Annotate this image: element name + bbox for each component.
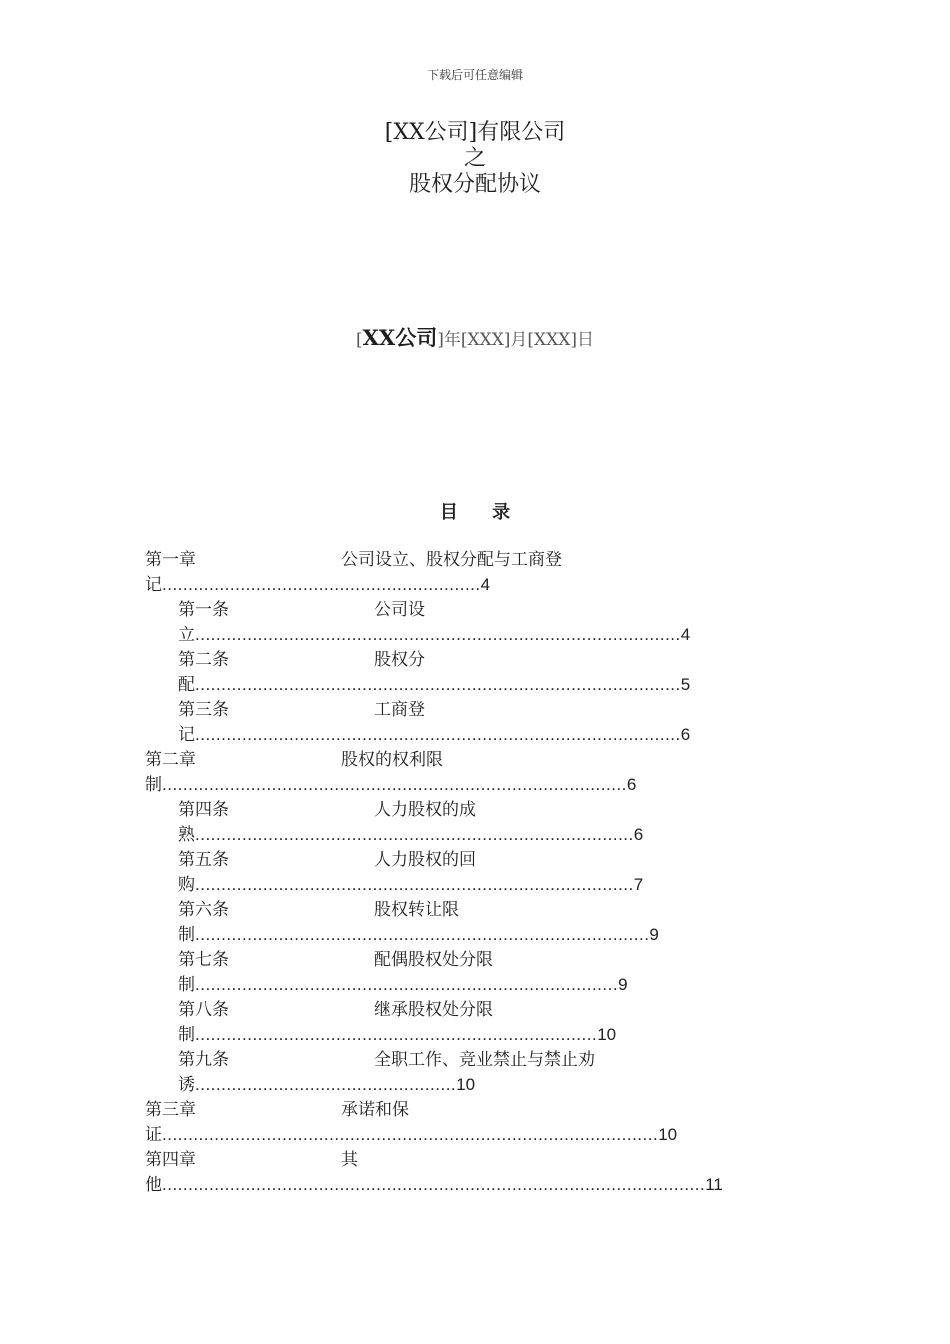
date-open-bracket: [ <box>355 330 363 350</box>
toc-entry-article-5[interactable] <box>178 848 643 897</box>
toc-entry-article-8[interactable] <box>178 998 616 1047</box>
toc-entry-number: 第三章 <box>145 1100 196 1120</box>
header-note: 下载后可任意编辑 <box>426 68 523 82</box>
toc-leader-dots: ....................................................................................... <box>195 925 650 944</box>
toc-entry-chapter-2[interactable] <box>145 748 636 797</box>
toc-entry-title: 人力股权的成 <box>374 800 476 820</box>
toc-leader-dots: ............................................................................................. <box>195 625 681 644</box>
toc-entry-title: 继承股权处分限 <box>374 1000 493 1020</box>
toc-entry-number: 第一条 <box>178 600 229 620</box>
toc-page-number: 9 <box>649 925 659 944</box>
toc-entry-article-6[interactable] <box>178 898 659 947</box>
toc-leader-dots: ............................................................................................... <box>162 1125 659 1144</box>
toc-entry-title: 股权分 <box>374 650 425 670</box>
toc-entry-article-2[interactable] <box>178 648 690 697</box>
toc-entry-tail: 他 <box>145 1175 162 1195</box>
toc-entry-number: 第四章 <box>145 1150 196 1170</box>
toc-leader-dots: .................................................. <box>195 1075 457 1094</box>
document-title <box>0 120 950 198</box>
toc-entry-title: 工商登 <box>374 700 425 720</box>
toc-page-number: 10 <box>597 1025 617 1044</box>
toc-entry-title: 股权转让限 <box>374 900 459 920</box>
toc-entry-title: 配偶股权处分限 <box>374 950 493 970</box>
toc-page-number: 4 <box>480 575 491 594</box>
date-company: XX公司 <box>362 325 438 350</box>
toc-page-number: 9 <box>618 975 628 994</box>
toc-entry-title: 公司设 <box>374 600 425 620</box>
date-line <box>0 322 950 352</box>
toc-entry-number: 第六条 <box>178 900 229 920</box>
toc-entry-number: 第八条 <box>178 1000 229 1020</box>
toc-entry-number: 第二章 <box>145 750 196 770</box>
toc-leader-dots: .................................................................................... <box>195 875 634 894</box>
toc-entry-tail: 制 <box>178 925 195 945</box>
toc-leader-dots: ......................................................................................... <box>162 775 627 794</box>
toc-entry-number: 第一章 <box>145 550 196 570</box>
toc-entry-tail: 记 <box>145 575 162 595</box>
toc-page-number: 6 <box>680 725 691 744</box>
toc-entry-tail: 购 <box>178 875 195 895</box>
toc-entry-number: 第三条 <box>178 700 229 720</box>
toc-entry-article-9[interactable] <box>178 1048 595 1097</box>
toc-entry-chapter-1[interactable] <box>145 548 562 597</box>
toc-entry-tail: 制 <box>178 975 195 995</box>
toc-page-number: 10 <box>658 1125 678 1144</box>
toc-entry-title: 股权的权利限 <box>341 750 443 770</box>
toc-page-number: 4 <box>680 625 691 644</box>
title-line-1: [XX公司]有限公司 <box>384 120 566 145</box>
toc-entry-tail: 记 <box>178 725 195 745</box>
toc-page-number: 6 <box>633 825 644 844</box>
title-line-3: 股权分配协议 <box>408 172 541 197</box>
toc-entry-article-3[interactable] <box>178 698 690 747</box>
toc-page-number: 6 <box>626 775 637 794</box>
toc-entry-title: 全职工作、竞业禁止与禁止劝 <box>374 1050 595 1070</box>
toc-page-number: 5 <box>680 675 691 694</box>
toc-entry-chapter-3[interactable] <box>145 1098 677 1147</box>
toc-entry-article-1[interactable] <box>178 598 690 647</box>
date-rest: ]年[XXX]月[XXX]日 <box>437 330 594 350</box>
toc-entry-tail: 立 <box>178 625 195 645</box>
toc-entry-number: 第二条 <box>178 650 229 670</box>
toc-entry-title: 人力股权的回 <box>374 850 476 870</box>
toc-entry-tail: 配 <box>178 675 195 695</box>
toc-page-number: 7 <box>633 875 644 894</box>
title-line-2: 之 <box>463 146 486 171</box>
toc-leader-dots: ........................................................................................................ <box>162 1175 706 1194</box>
toc-leader-dots: ............................................................. <box>162 575 481 594</box>
toc-entry-title: 其 <box>341 1150 358 1170</box>
toc-entry-chapter-4[interactable] <box>145 1148 723 1197</box>
toc-leader-dots: ............................................................................. <box>195 1025 598 1044</box>
toc-entry-number: 第七条 <box>178 950 229 970</box>
toc-entry-number: 第五条 <box>178 850 229 870</box>
toc-entry-tail: 证 <box>145 1125 162 1145</box>
toc-leader-dots: .................................................................................... <box>195 825 634 844</box>
toc-entry-tail: 诱 <box>178 1075 195 1095</box>
toc-entry-tail: 制 <box>178 1025 195 1045</box>
toc-heading: 目 录 <box>439 502 525 523</box>
toc-entry-article-4[interactable] <box>178 798 643 847</box>
toc-entry-title: 公司设立、股权分配与工商登 <box>341 550 562 570</box>
toc-leader-dots: ................................................................................. <box>195 975 619 994</box>
toc-leader-dots: ............................................................................................. <box>195 675 681 694</box>
toc-page-number: 11 <box>705 1175 723 1194</box>
toc-entry-title: 承诺和保 <box>341 1100 409 1120</box>
toc-entry-tail: 熟 <box>178 825 195 845</box>
toc-entry-number: 第四条 <box>178 800 229 820</box>
toc-entry-number: 第九条 <box>178 1050 229 1070</box>
toc-entry-article-7[interactable] <box>178 948 628 997</box>
toc-leader-dots: ............................................................................................. <box>195 725 681 744</box>
toc-page-number: 10 <box>456 1075 476 1094</box>
toc-entry-tail: 制 <box>145 775 162 795</box>
